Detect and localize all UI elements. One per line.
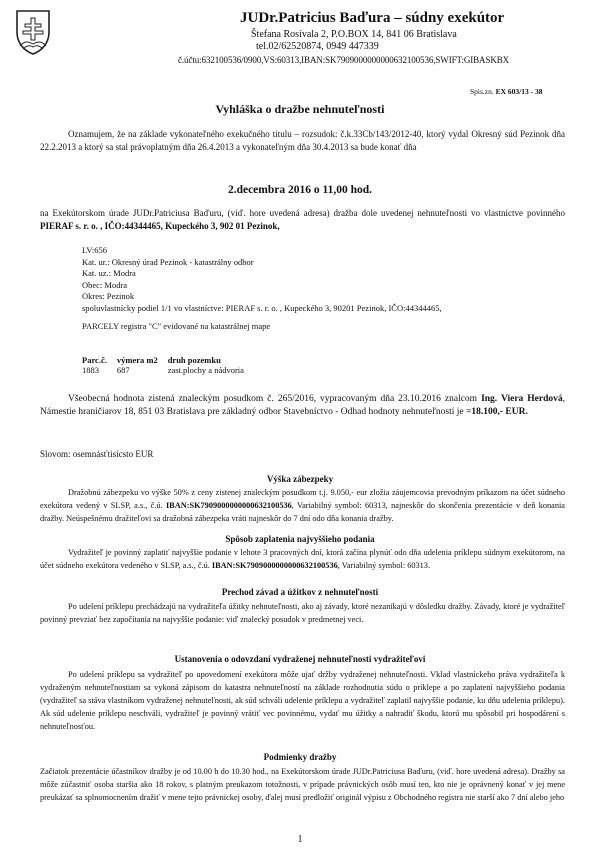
file-number-value: EX 603/13 - 38 (495, 87, 543, 96)
parcels-header-cell: druh pozemku (167, 355, 221, 365)
zabezpeka-text: Dražobnú zábezpeku vo výške 50% z ceny zistenej znaleckým posudkom t.j. 9.050,- eur zložia záujemcovia prevodným príkazom na účet súdneho exekútora vedený v SLSP, a.s., č.ú. (40, 488, 565, 510)
property-details (82, 245, 442, 314)
zabezpeka-text-2: , Variabilný symbol: 60313, najneskôr do skončenia prezentácie v deň konania dražby. Neúspešnému dražiteľovi sa dražobná zábezpeka vráti najneskôr do 7 dní odo dňa konania dražby. (40, 501, 565, 523)
executor-phones: tel.02/62520874, 0949 447339 (256, 41, 379, 52)
section-title-podmienky: Podmienky dražby (263, 752, 337, 762)
file-number (470, 87, 543, 96)
podmienky-paragraph: Začiatok prezentácie účastníkov dražby je od 10.00 h do 10.30 hod., na Exekútorskom úrade JUDr.Patriciusa Baďuru, (viď. hore uvedená adresa). Dražby sa môže zúčastniť osoba staršia ako 18 rokov, s platným preukazom totožnosti, v prípade právnických osôb musí ten, kto nie je oprávnený konať v jej mene preukázať sa splnomocnením dražiť v mene tejto právnickej osoby, ďalej musí predložiť originál výpisu z Obchodného registra nie starší ako 7 dní alebo jeho (40, 767, 565, 802)
section-title-zabezpeka: Výška zábezpeky (266, 474, 334, 484)
zabezpeka-paragraph (40, 486, 565, 525)
table-row (82, 365, 254, 375)
parcels-header-cell: výmera m2 (116, 355, 158, 365)
page-number: 1 (297, 834, 303, 845)
file-number-label: Spis.zn. (470, 87, 494, 96)
valuation-paragraph (40, 393, 565, 419)
parcels-title: PARCELY registra "C" evidované na katastrálnej mape (82, 321, 271, 331)
kat-ur: Kat. ur.: Okresný úrad Pezinok - katastrálny odbor (82, 256, 254, 267)
ownership: spoluvlastnícky podiel 1/1 vo vlastníctve: PIERAF s. r. o. , Kupeckého 3, 90201 Pezinok, IČO:44344465, (82, 302, 442, 313)
valuation-amount: =18.100,- EUR. (465, 407, 528, 417)
obec: Obec: Modra (82, 279, 128, 290)
kat-uz: Kat. uz.: Modra (82, 268, 136, 278)
parcels-table (82, 355, 254, 375)
intro-paragraph: Oznamujem, že na základe vykonateľného exekučného titulu – rozsudok: č.k.33Cb/143/2012-40, ktorý vydal Okresný súd Pezinok dňa 22.2.2013 a ktorý sa stal právoplatným dňa 26.4.2013 a vykonateľným dňa 30.4.2013 sa bude konať dňa (40, 129, 565, 152)
slovak-coat-of-arms-icon (14, 8, 52, 56)
platba-text-2: , Variabilný symbol: 60313. (337, 561, 431, 570)
parcel-area: 687 (116, 365, 130, 375)
debtor-name: PIERAF s. r. o. , IČO:44344465, Kupeckého 3, 902 01 Pezinok, (40, 221, 280, 231)
parcel-type: zast.plochy a nádvoria (167, 365, 244, 375)
parcels-header-row (82, 355, 254, 365)
lv-number: LV:656 (82, 245, 108, 255)
platba-paragraph (40, 546, 565, 572)
prechod-paragraph: Po udelení príklepu prechádzajú na vydražiteľa úžitky nehnuteľnosti, ako aj závady, ktoré nezanikajú v dôsledku dražby. Závady, ktoré je vydražiteľ povinný prevziať bez započítania na najvyššie podanie: viď znalecký posudok v predmetnej veci. (40, 602, 565, 624)
section-title-odovzdanie: Ustanovenia o odovzdaní vydraženej nehnuteľnosti vydražiteľovi (174, 654, 426, 664)
valuation-text: Všeobecná hodnota zistená znaleckým posudkom č. 265/2016, vypracovaným dňa 23.10.2016 znalcom (68, 394, 482, 404)
parcel-number: 1883 (82, 365, 99, 375)
valuation-text-2: , Námestie hraničiarov 18, 851 03 Bratislava pre základný odbor Stavebníctvo - Odhad hodnoty nehnuteľností je (40, 394, 566, 417)
auction-place-paragraph (40, 207, 565, 233)
valuation-expert: Ing. Viera Herdová (481, 394, 563, 404)
parcels-header-cell: Parc.č. (82, 355, 107, 365)
executor-accounts: č.účtu:632100536/0900,VS:60313,IBAN:SK7909000000000632100536,SWIFT:GIBASKBX (178, 55, 510, 65)
section-title-prechod: Prechod závad a úžitkov z nehnuteľnosti (221, 587, 379, 597)
platba-iban: IBAN:SK7909000000000632100536 (211, 561, 338, 570)
auction-date: 2.decembra 2016 o 11,00 hod. (227, 184, 373, 196)
executor-name: JUDr.Patricius Baďura – súdny exekútor (240, 10, 505, 26)
section-title-platba: Spôsob zaplatenia najvyššieho podania (225, 534, 375, 544)
platba-text: Vydražiteľ je povinný zaplatiť najvyššie podanie v lehote 3 pracovných dní, ktorá začína plynúť odo dňa udelenia príklepu súdnym exekútorom, na účet súdneho exekútora vedeného v SLSP, a.s., č.ú. (40, 548, 565, 570)
zabezpeka-iban: IBAN:SK7909000000000632100536 (165, 501, 292, 510)
executor-address: Štefana Rosívala 2, P.O.BOX 14, 841 06 Bratislava (251, 29, 457, 40)
auction-place-text: na Exekútorskom úrade JUDr.Patriciusa Baďuru, (viď. hore uvedená adresa) dražba dole uvedenej nehnuteľnosti vo vlastníctve povinného (40, 208, 565, 218)
document-title: Vyhláška o dražbe nehnuteľnosti (215, 102, 385, 116)
amount-in-words: Slovom: osemnásťtisícsto EUR (40, 449, 154, 459)
odovzdanie-paragraph: Po udelení príklepu sa vydražiteľ po upovedomení exekútora môže ujať držby vydraženej nehnuteľnosti. Vklad vlastníckeho práva vydražiteľa k vydraženým nehnuteľnostiam sa vykoná zápisom do katastra nehnuteľností na základe rozhodnutia súdu o príklepe a po zaplatení najvyššieho podania (vydražiteľ sa stáva vlastníkom vydraženej nehnuteľnosti, ak súd schváli udelenie príklepu a vydražiteľ zaplatil najvyššie podanie, ku dňu udelenia príklepu). Ak súd udelenie príklepu neschváli, vydražiteľ je povinný vrátiť vec povinnému, vydať mu úžitky a nahradiť škodu, ktorú mu spôsobil pri hospodárení s nehnuteľnosťou. (40, 670, 565, 731)
okres: Okres: Pezinok (82, 291, 135, 301)
